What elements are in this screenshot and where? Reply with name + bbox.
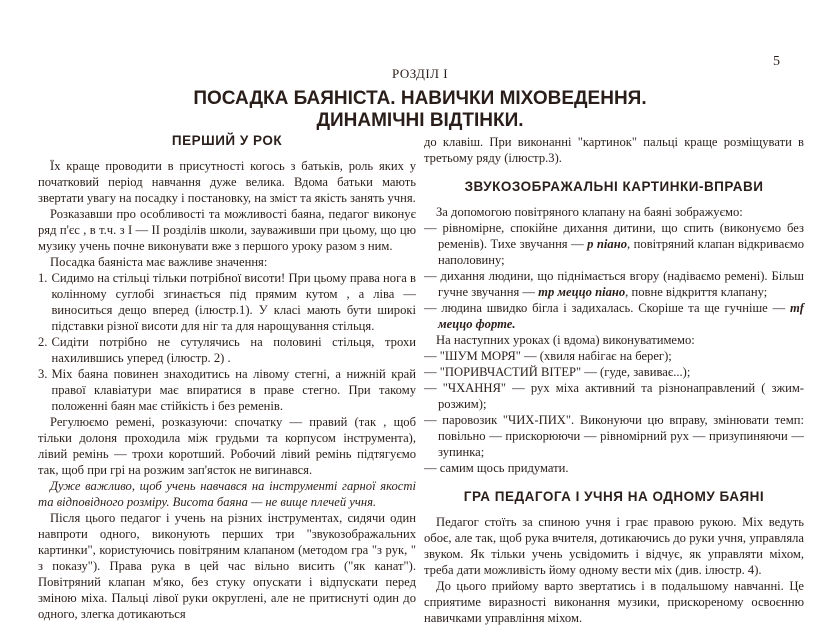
page-number: 5 bbox=[773, 54, 780, 69]
dash-text: — рівномірне, спокійне дихання дитини, що спить (виконуємо без ременів). Тихе звучання — bbox=[424, 221, 804, 251]
paragraph: За допомогою повітряного клапану на баяні зображуємо: bbox=[436, 205, 743, 219]
dash-item: — самим щось придумати. bbox=[424, 461, 569, 475]
paragraph: Після цього педагог і учень на різних інструментах, сидячи один навпроти одного, виконують перших три "звукозображальних картинки", користуючись повітряним клапаном (методом гра "з рук, " з показу"). Права рука в цей час вільно висить ("як канат"). Повітряний клапан м'яко, без стуку опускати і відпускати перед зміною міха. Пальці лівої руки округлені, але не притиснуті один до одного, злегка дотикаються bbox=[38, 511, 416, 621]
dash-text: , повне відкриття клапану; bbox=[625, 285, 768, 299]
paragraph: Розказавши про особливості та можливості баяна, педагог виконує ряд п'єс , в т.ч. з І — ІІ розділів школи, зауваживши при цьому, що цю музику учень почне виконувати вже з першого уроку разом з ним. bbox=[38, 207, 416, 253]
heading-joint-play: ГРА ПЕДАГОГА І УЧНЯ НА ОДНОМУ БАЯНІ bbox=[463, 489, 765, 504]
left-column bbox=[38, 132, 416, 622]
paragraph-continued: до клавіш. При виконанні "картинок" пальці краще розміщувати в третьому ряду (ілюстр.3). bbox=[424, 135, 804, 165]
numbered-item bbox=[38, 334, 416, 366]
dynamic-marking: p піано bbox=[587, 237, 628, 251]
dash-item: — "ШУМ МОРЯ" — (хвиля набігає на берег); bbox=[424, 349, 672, 363]
page-title-line-1: ПОСАДКА БАЯНІСТА. НАВИЧКИ МІХОВЕДЕННЯ. bbox=[193, 88, 647, 109]
dynamic-marking: mf меццо форте. bbox=[438, 301, 804, 331]
dash-text: — дихання людини, що піднімається вгору (надіваємо ремені). Більш гучне звучання — bbox=[424, 269, 804, 299]
item-number: 1. bbox=[38, 271, 48, 285]
item-text: Міх баяна повинен знаходитись на лівому стегні, а нижній край правої клавіатури має впиратися в праве стегно. При такому положенні баян має стійкість і без ременів. bbox=[51, 367, 416, 413]
dash-item bbox=[424, 300, 804, 332]
paragraph: Регулюємо ремені, розказуючи: спочатку — правий (так , щоб тільки долоня проходила між грудьми та корпусом інструмента), лівий ремінь — трохи коротший. Робочий лівий ремінь підтягуємо так, щоб при грі на розжим зап'ясток не вигинався. bbox=[38, 415, 416, 477]
right-column bbox=[424, 134, 804, 626]
paragraph: Їх краще проводити в присутності когось з батьків, роль яких у початковий період навчання дуже велика. Вдома батьки мають звертати увагу на посадку і постановку, на зміст та якість занять учня. bbox=[38, 159, 416, 205]
paragraph: На наступних уроках (і вдома) виконуватимемо: bbox=[436, 333, 695, 347]
italic-note: Дуже важливо, щоб учень навчався на інструменті гарної якості та відповідного розміру. Висота баяна — не вище плечей учня. bbox=[38, 479, 416, 509]
dash-text: , повітряний клапан відкриваємо наполовину; bbox=[438, 237, 804, 267]
paragraph: Педагог стоїть за спиною учня і грає правою рукою. Міх ведуть обоє, але так, щоб рука вчителя, дотикаючись до руки учня, управляла звуком. Як тільки учень усвідомить і відчує, як управляти міхом, треба дати можливість йому одному вести міх (див. ілюстр. 4). bbox=[424, 515, 804, 577]
page-title-line-2: ДИНАМІЧНІ ВІДТІНКИ. bbox=[316, 110, 524, 131]
heading-sound-pictures: ЗВУКОЗОБРАЖАЛЬНІ КАРТИНКИ-ВПРАВИ bbox=[464, 179, 764, 194]
numbered-item bbox=[38, 366, 416, 414]
dash-item: — "ЧХАННЯ" — рух міха активний та різнонаправлений ( зжим-розжим); bbox=[424, 381, 804, 411]
paragraph: До цього прийому варто звертатись і в подальшому навчанні. Це сприятиме виразності виконання музики, прискореному освоєнню навичками управління міхом. bbox=[424, 579, 804, 625]
item-text: Сидимо на стільці тільки потрібної висоти! При цьому права нога в колінному суглобі згинається під прямим кутом , а ліва — виноситься дещо вперед (ілюстр.1). У класі мають бути широкі підставки різної висоти для ніг та для нарощування стільця. bbox=[51, 271, 416, 333]
dash-item: — "ПОРИВЧАСТИЙ ВІТЕР" — (гуде, завиває...); bbox=[424, 365, 691, 379]
dash-item bbox=[424, 220, 804, 268]
item-number: 2. bbox=[38, 335, 48, 349]
item-number: 3. bbox=[38, 367, 48, 381]
page-title bbox=[0, 88, 840, 132]
numbered-item bbox=[38, 270, 416, 334]
paragraph: Посадка баяніста має важливе значення: bbox=[50, 255, 268, 269]
dash-text: — людина швидко бігла і задихалась. Скоріше та ще гучніше — bbox=[424, 301, 786, 315]
item-text: Сидіти потрібно не сутулячись на половині стільця, трохи нахилившись уперед (ілюстр. 2) . bbox=[51, 335, 416, 365]
heading-first-lesson: ПЕРШИЙ У РОК bbox=[171, 133, 283, 148]
dash-item: — паровозик "ЧИХ-ПИХ". Виконуючи цю вправу, змінювати темп: повільно — прискорюючи — рівномірний рух — призупиняючи — зупинка; bbox=[424, 413, 804, 459]
section-label: РОЗДІЛ І bbox=[391, 66, 449, 81]
dash-item bbox=[424, 268, 804, 300]
dynamic-marking: mp меццо піано bbox=[538, 285, 626, 299]
